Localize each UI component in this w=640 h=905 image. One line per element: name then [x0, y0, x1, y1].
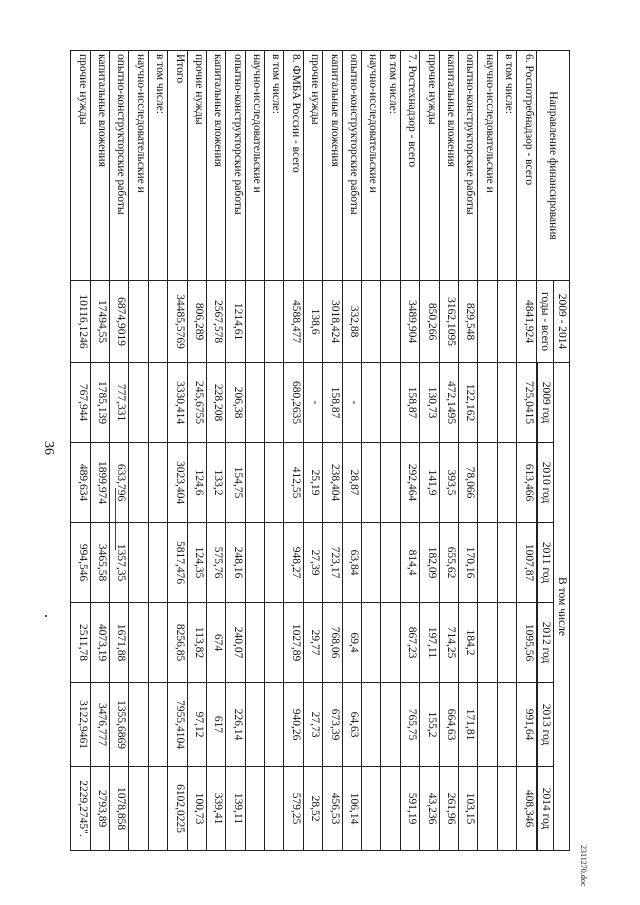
- header-year-2010: 2010 год: [537, 443, 553, 523]
- table-cell: 765,75: [400, 683, 419, 767]
- table-cell: 829,548: [459, 281, 478, 363]
- table-cell: 228,208: [206, 363, 225, 443]
- table-cell: 248,16: [226, 523, 245, 603]
- row-label: опытно-конструкторские работы: [109, 51, 128, 281]
- row-label: прочие нужды: [71, 51, 91, 281]
- table-cell: 575,76: [206, 523, 225, 603]
- table-cell: 100,73: [187, 767, 206, 851]
- table-row-rnd: [226, 51, 245, 851]
- table-cell: [129, 363, 148, 443]
- table-cell: 673,39: [323, 683, 342, 767]
- row-label: капитальные вложения: [206, 51, 225, 281]
- header-year-2009: 2009 год: [537, 363, 553, 443]
- table-cell: 122,162: [459, 363, 478, 443]
- table-cell: 579,25: [284, 767, 303, 851]
- table-cell: [245, 281, 264, 363]
- row-label: капитальные вложения: [323, 51, 342, 281]
- table-cell: 27,73: [303, 683, 322, 767]
- table-cell: -: [342, 363, 361, 443]
- table-cell: 17494,55: [90, 281, 109, 363]
- table-row-total: [400, 51, 419, 851]
- row-label: прочие нужды: [420, 51, 439, 281]
- table-cell: 103,15: [459, 767, 478, 851]
- table-cell: [265, 767, 284, 851]
- table-row-rnd-line1: [362, 51, 381, 851]
- table-cell: 591,19: [400, 767, 419, 851]
- table-row-other: [420, 51, 439, 851]
- table-row-rnd-line1: [129, 51, 148, 851]
- row-label: опытно-конструкторские работы: [226, 51, 245, 281]
- table-cell: [265, 363, 284, 443]
- table-cell: 64,63: [342, 683, 361, 767]
- table-row-rnd-line1: [478, 51, 497, 851]
- table-cell: 171,81: [459, 683, 478, 767]
- table-cell: 1078,858: [109, 767, 128, 851]
- table-cell: [497, 603, 516, 683]
- table-cell: [362, 603, 381, 683]
- table-cell: 991,64: [517, 683, 536, 767]
- table-cell: 28,87: [342, 443, 361, 523]
- table-cell: [129, 443, 148, 523]
- table-cell: 4841,924: [517, 281, 536, 363]
- header-year-2012: 2012 год: [537, 603, 553, 683]
- table-cell: 339,41: [206, 767, 225, 851]
- table-cell: 226,14: [226, 683, 245, 767]
- table-cell: [265, 443, 284, 523]
- table-cell: 138,6: [303, 281, 322, 363]
- row-label: в том числе:: [265, 51, 284, 281]
- row-label: научно-исследовательские и: [362, 51, 381, 281]
- table-cell: 4588,477: [284, 281, 303, 363]
- table-row-total: [284, 51, 303, 851]
- table-cell: [148, 363, 167, 443]
- table-cell: 3018,424: [323, 281, 342, 363]
- table-cell: [148, 443, 167, 523]
- table-cell: 994,546: [71, 523, 91, 603]
- header-row-top: [553, 51, 569, 851]
- table-cell: 3465,58: [90, 523, 109, 603]
- table-row-other: [71, 51, 91, 851]
- table-cell: [381, 281, 400, 363]
- table-cell: 3476,777: [90, 683, 109, 767]
- table-cell: [362, 281, 381, 363]
- table-cell: 633,796: [109, 443, 128, 523]
- table-cell: 238,404: [323, 443, 342, 523]
- table-row-capital: [206, 51, 225, 851]
- table-cell: 767,944: [71, 363, 91, 443]
- table-row-capital: [439, 51, 458, 851]
- table-row-other: [187, 51, 206, 851]
- table-cell: 412,55: [284, 443, 303, 523]
- table-cell: [148, 767, 167, 851]
- table-cell: 2567,578: [206, 281, 225, 363]
- table-cell: 617: [206, 683, 225, 767]
- rotated-table-container: [70, 50, 570, 850]
- row-label: 7. Ростехнадзор - всего: [400, 51, 419, 281]
- table-cell: 806,289: [187, 281, 206, 363]
- table-cell: 768,06: [323, 603, 342, 683]
- table-cell: 1095,56: [517, 603, 536, 683]
- table-cell: 393,5: [439, 443, 458, 523]
- row-label: в том числе:: [148, 51, 167, 281]
- table-cell: 106,14: [342, 767, 361, 851]
- header-total-top: 2009 - 2014: [553, 281, 569, 363]
- table-cell: 1007,87: [517, 523, 536, 603]
- table-cell: [497, 767, 516, 851]
- table-cell: 133,2: [206, 443, 225, 523]
- table-cell: [148, 603, 167, 683]
- table-cell: 1214,61: [226, 281, 245, 363]
- page-number: 36: [41, 441, 56, 455]
- table-cell: 27,39: [303, 523, 322, 603]
- row-label: научно-исследовательские и: [478, 51, 497, 281]
- table-cell: 814,4: [400, 523, 419, 603]
- table-cell: 25,19: [303, 443, 322, 523]
- table-cell: 867,23: [400, 603, 419, 683]
- table-row-rnd: [109, 51, 128, 851]
- table-cell: [265, 281, 284, 363]
- table-cell: 29,77: [303, 603, 322, 683]
- row-label: в том числе:: [497, 51, 516, 281]
- table-cell: 69,4: [342, 603, 361, 683]
- table-cell: 489,634: [71, 443, 91, 523]
- table-cell: [497, 683, 516, 767]
- table-cell: [497, 443, 516, 523]
- table-row-rnd: [342, 51, 361, 851]
- table-row-including: [497, 51, 516, 851]
- table-cell: 10116,1246: [71, 281, 91, 363]
- table-cell: 158,87: [323, 363, 342, 443]
- table-body: [71, 51, 537, 851]
- table-cell: 2511,78: [71, 603, 91, 683]
- table-cell: 8256,85: [168, 603, 187, 683]
- table-cell: 240,07: [226, 603, 245, 683]
- table-cell: [478, 767, 497, 851]
- table-cell: 850,266: [420, 281, 439, 363]
- table-cell: 1357,35: [109, 523, 128, 603]
- table-cell: 43,236: [420, 767, 439, 851]
- header-year-2011: 2011 год: [537, 523, 553, 603]
- table-cell: 680,2635: [284, 363, 303, 443]
- row-label: опытно-конструкторские работы: [342, 51, 361, 281]
- table-cell: 130,73: [420, 363, 439, 443]
- table-cell: 139,11: [226, 767, 245, 851]
- table-cell: 6102,0225: [168, 767, 187, 851]
- table-cell: 78,066: [459, 443, 478, 523]
- table-cell: [245, 363, 264, 443]
- table-cell: [381, 603, 400, 683]
- document-filename: 2311270.doc: [579, 845, 588, 887]
- table-cell: [381, 523, 400, 603]
- table-cell: 261,96: [439, 767, 458, 851]
- table-cell: 206,38: [226, 363, 245, 443]
- table-cell: [478, 603, 497, 683]
- table-cell: [362, 523, 381, 603]
- table-cell: 664,63: [439, 683, 458, 767]
- table-cell: [497, 523, 516, 603]
- table-cell: [381, 443, 400, 523]
- table-cell: 674: [206, 603, 225, 683]
- header-including: В том числе: [553, 363, 569, 851]
- table-cell: [148, 683, 167, 767]
- table-row-capital: [90, 51, 109, 851]
- table-cell: [497, 363, 516, 443]
- table-cell: 1899,974: [90, 443, 109, 523]
- table-cell: [478, 363, 497, 443]
- table-cell: [362, 363, 381, 443]
- row-label: в том числе:: [381, 51, 400, 281]
- table-cell: 97,12: [187, 683, 206, 767]
- table-cell: [245, 683, 264, 767]
- table-cell: [381, 683, 400, 767]
- table-cell: 3489,904: [400, 281, 419, 363]
- table-cell: 113,82: [187, 603, 206, 683]
- table-row-total: [517, 51, 536, 851]
- table-cell: 3162,1095: [439, 281, 458, 363]
- table-cell: 6874,9019: [109, 281, 128, 363]
- table-cell: 655,62: [439, 523, 458, 603]
- table-cell: 725,0415: [517, 363, 536, 443]
- table-row-including: [148, 51, 167, 851]
- table-cell: [245, 443, 264, 523]
- table-cell: 940,26: [284, 683, 303, 767]
- table-cell: 3330,414: [168, 363, 187, 443]
- table-cell: 182,09: [420, 523, 439, 603]
- table-cell: [129, 603, 148, 683]
- row-label: 8. ФМБА России - всего: [284, 51, 303, 281]
- table-cell: [362, 443, 381, 523]
- table-cell: 332,88: [342, 281, 361, 363]
- table-cell: [148, 281, 167, 363]
- table-cell: 4073,19: [90, 603, 109, 683]
- table-cell: [265, 603, 284, 683]
- table-cell: 292,464: [400, 443, 419, 523]
- table-cell: [362, 683, 381, 767]
- table-cell: 124,35: [187, 523, 206, 603]
- table-row-rnd-line1: [245, 51, 264, 851]
- table-row-total: [168, 51, 187, 851]
- table-row-capital: [323, 51, 342, 851]
- financing-table: [70, 50, 570, 851]
- table-cell: 154,75: [226, 443, 245, 523]
- table-cell: [362, 767, 381, 851]
- table-cell: 63,84: [342, 523, 361, 603]
- table-cell: [497, 281, 516, 363]
- table-cell: [129, 281, 148, 363]
- row-label: 6. Роспотребнадзор - всего: [517, 51, 536, 281]
- table-cell: [129, 523, 148, 603]
- header-total-bottom: годы - всего: [536, 281, 553, 363]
- table-cell: 948,27: [284, 523, 303, 603]
- table-cell: 714,25: [439, 603, 458, 683]
- table-cell: [381, 363, 400, 443]
- table-cell: 2793,89: [90, 767, 109, 851]
- table-cell: [148, 523, 167, 603]
- table-cell: [381, 767, 400, 851]
- row-label: научно-исследовательские и: [129, 51, 148, 281]
- table-cell: 245,6755: [187, 363, 206, 443]
- table-cell: 1027,89: [284, 603, 303, 683]
- table-cell: [245, 603, 264, 683]
- table-cell: 1355,6869: [109, 683, 128, 767]
- table-cell: 3023,404: [168, 443, 187, 523]
- table-cell: 158,87: [400, 363, 419, 443]
- row-label: капитальные вложения: [90, 51, 109, 281]
- table-row-rnd: [459, 51, 478, 851]
- margin-mark: [45, 615, 47, 617]
- table-cell: 197,11: [420, 603, 439, 683]
- table-cell: 3122,9461: [71, 683, 91, 767]
- table-cell: 170,16: [459, 523, 478, 603]
- table-cell: [478, 683, 497, 767]
- row-label: капитальные вложения: [439, 51, 458, 281]
- table-cell: [245, 523, 264, 603]
- table-cell: 408,346: [517, 767, 536, 851]
- table-row-other: [303, 51, 322, 851]
- table-cell: [265, 523, 284, 603]
- table-row-including: [265, 51, 284, 851]
- table-cell: 155,2: [420, 683, 439, 767]
- table-cell: 7955,4104: [168, 683, 187, 767]
- table-cell: -: [303, 363, 322, 443]
- table-cell: 613,466: [517, 443, 536, 523]
- row-label: Итого: [168, 51, 187, 281]
- table-row-including: [381, 51, 400, 851]
- table-cell: [478, 523, 497, 603]
- row-label: опытно-конструкторские работы: [459, 51, 478, 281]
- table-cell: [478, 443, 497, 523]
- table-cell: [245, 767, 264, 851]
- header-year-2013: 2013 год: [537, 683, 553, 767]
- table-cell: 141,9: [420, 443, 439, 523]
- table-cell: 456,53: [323, 767, 342, 851]
- table-cell: 1671,88: [109, 603, 128, 683]
- table-cell: [129, 683, 148, 767]
- table-cell: [129, 767, 148, 851]
- table-cell: 28,52: [303, 767, 322, 851]
- table-cell: 2229,2745".: [71, 767, 91, 851]
- table-cell: 472,1495: [439, 363, 458, 443]
- table-cell: 184,2: [459, 603, 478, 683]
- table-cell: [478, 281, 497, 363]
- header-direction: Направление финансирования: [536, 51, 569, 281]
- table-cell: [265, 683, 284, 767]
- row-label: прочие нужды: [303, 51, 322, 281]
- row-label: научно-исследовательские и: [245, 51, 264, 281]
- table-cell: 777,331: [109, 363, 128, 443]
- header-year-2014: 2014 год: [537, 767, 553, 851]
- table-cell: 1785,139: [90, 363, 109, 443]
- table-cell: 34485,5769: [168, 281, 187, 363]
- table-cell: 5817,476: [168, 523, 187, 603]
- row-label: прочие нужды: [187, 51, 206, 281]
- table-cell: 723,17: [323, 523, 342, 603]
- table-cell: 124,6: [187, 443, 206, 523]
